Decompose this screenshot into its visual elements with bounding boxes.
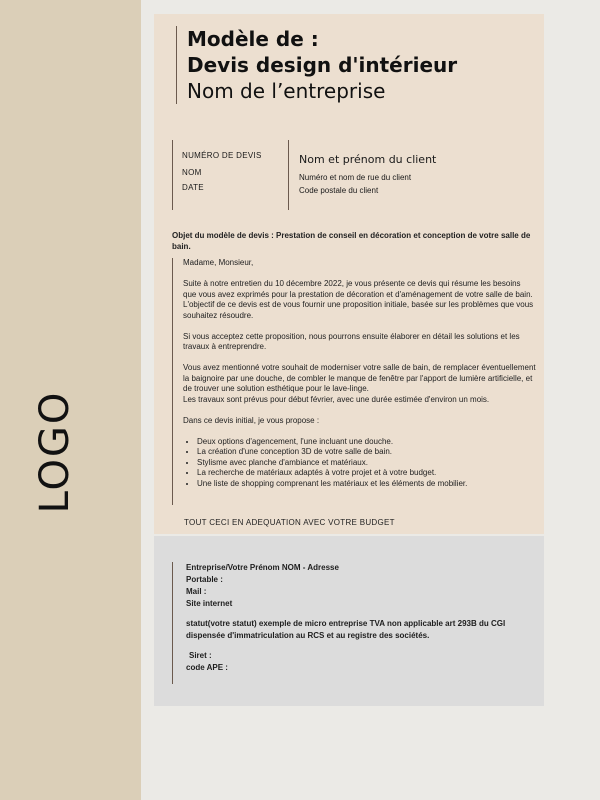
title-line-2: Devis design d'intérieur [187, 53, 458, 77]
client-info [288, 140, 528, 210]
title-line-1: Modèle de : [187, 27, 319, 51]
logo: LOGO [32, 390, 78, 514]
mail-line: Mail : [186, 587, 207, 596]
proposal-list [183, 437, 536, 490]
list-item: • La recherche de matériaux adaptés à votre projet et à votre budget. [197, 468, 536, 479]
ape-line: code APE : [186, 663, 228, 672]
sidebar [0, 0, 141, 800]
document-title [176, 26, 547, 104]
list-item: • Stylisme avec planche d'ambiance et matériaux. [197, 458, 536, 469]
letter-paragraph: Les travaux sont prévus pour début février, avec une durée estimée d'environ un mois. [183, 394, 490, 404]
site-line: Site internet [186, 599, 233, 608]
footer-info [172, 562, 522, 684]
letter-body [172, 258, 536, 505]
devis-objet: Objet du modèle de devis : Prestation de conseil en décoration et conception de votre salle de bain. [172, 231, 531, 251]
client-name: Nom et prénom du client [299, 153, 437, 166]
client-postal: Code postale du client [299, 186, 379, 195]
title-line-3: Nom de l’entreprise [187, 79, 386, 103]
devis-info [172, 140, 276, 210]
company-line: Entreprise/Votre Prénom NOM - Adresse [186, 563, 339, 572]
list-item: • Une liste de shopping comprenant les matériaux et les éléments de mobilier. [197, 479, 536, 490]
list-item: • La création d'une conception 3D de votre salle de bain. [197, 447, 536, 458]
numero-devis-label: NUMÉRO DE DEVIS [182, 151, 262, 160]
siret-line: Siret : [189, 651, 212, 660]
budget-line: TOUT CECI EN ADEQUATION AVEC VOTRE BUDGET [184, 518, 395, 527]
nom-label: NOM [182, 168, 202, 177]
statut-line: statut(votre statut) exemple de micro entreprise TVA non applicable art 293B du CGI dispensée d'immatriculation au RCS et au registre des sociétés. [186, 619, 506, 640]
portable-line: Portable : [186, 575, 223, 584]
client-street: Numéro et nom de rue du client [299, 173, 412, 182]
list-item: • Deux options d'agencement, l'une incluant une douche. [197, 437, 536, 448]
date-label: DATE [182, 183, 204, 192]
letter-paragraph: L'objectif de ce devis est de vous fournir une proposition initiale, basée sur les problèmes que vous souhaitez résoudre. [183, 300, 534, 320]
letter-paragraph: Suite à notre entretien du 10 décembre 2022, je vous présente ce devis qui résume les besoins que vous avez exprimés pour la prestation de décoration et d'aménagement de votre salle de bain. [183, 279, 533, 299]
letter-paragraph: Dans ce devis initial, je vous propose : [183, 415, 320, 425]
letter-paragraph: Vous avez mentionné votre souhait de moderniser votre salle de bain, de remplacer éventuellement la baignoire par une douche, de combler le manque de fenêtre par l'apport de lumière artificielle, et de trouver une solution esthétique pour le lave-linge. [183, 363, 536, 393]
letter-paragraph: Si vous acceptez cette proposition, nous pourrons ensuite élaborer en détail les solutions et les travaux à entreprendre. [183, 331, 520, 351]
greeting: Madame, Monsieur, [183, 258, 254, 267]
